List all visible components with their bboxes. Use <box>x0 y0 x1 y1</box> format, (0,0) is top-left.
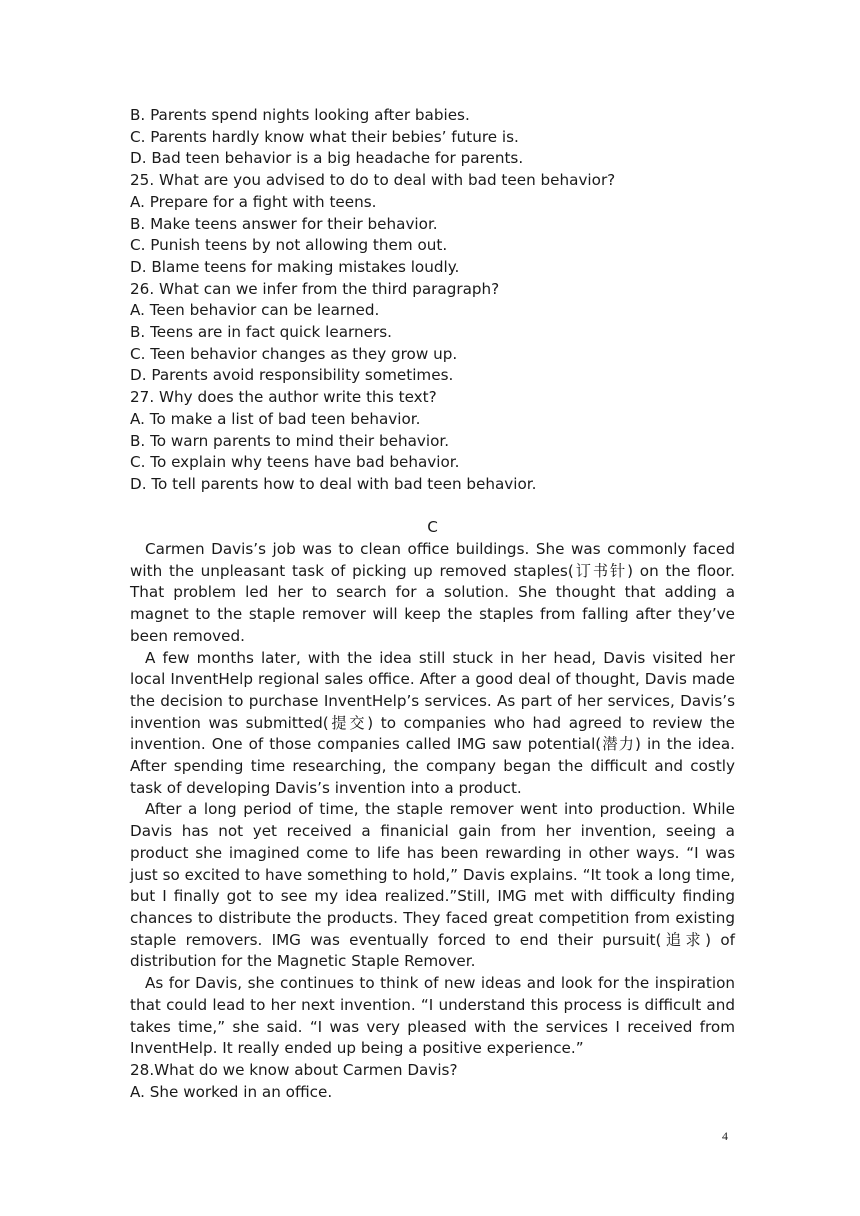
passage-c <box>130 539 735 1060</box>
section-heading: C <box>427 518 438 537</box>
question-26: 26. What can we infer from the third paragraph? <box>130 279 500 298</box>
option-26-c: C. Teen behavior changes as they grow up. <box>130 344 458 363</box>
option-26-b: B. Teens are in fact quick learners. <box>130 323 392 342</box>
passage-paragraph-4: As for Davis, she continues to think of new ideas and look for the inspiration that could lead to her next invention. “I understand this process is difficult and takes time,” she said. “I was very pleased with the services I received from InventHelp. It really ended up being a positive experience.” <box>130 974 735 1058</box>
question-27: 27. Why does the author write this text? <box>130 388 437 407</box>
option-27-d: D. To tell parents how to deal with bad teen behavior. <box>130 474 537 493</box>
option-25-b: B. Make teens answer for their behavior. <box>130 214 438 233</box>
option-26-a: A. Teen behavior can be learned. <box>130 301 380 320</box>
question-block-28 <box>130 1060 735 1103</box>
option-24-c: C. Parents hardly know what their bebies’ future is. <box>130 127 519 146</box>
passage-paragraph-3: After a long period of time, the staple remover went into production. While Davis has not yet received a finanicial gain from her invention, seeing a product she imagined come to life has been rewarding in other ways. “I was just so excited to have something to hold,” Davis explains. “It took a long time, but I finally got to see my idea realized.”Still, IMG met with difficulty finding chances to distribute the products. They faced great competition from existing staple removers. IMG was eventually forced to end their pursuit(追求) of distribution for the Magnetic Staple Remover. <box>130 800 735 971</box>
option-24-d: D. Bad teen behavior is a big headache for parents. <box>130 149 524 168</box>
passage-paragraph-2: A few months later, with the idea still stuck in her head, Davis visited her local InventHelp regional sales office. After a good deal of thought, Davis made the decision to purchase InventHelp’s services. As part of her services, Davis’s invention was submitted(提交) to companies who had agreed to review the invention. One of those companies called IMG saw potential(潜力) in the idea. After spending time researching, the company began the difficult and costly task of developing Davis’s invention into a product. <box>130 648 735 797</box>
option-28-a: A. She worked in an office. <box>130 1082 333 1101</box>
option-27-b: B. To warn parents to mind their behavior. <box>130 431 450 450</box>
option-26-d: D. Parents avoid responsibility sometimes. <box>130 366 454 385</box>
option-27-c: C. To explain why teens have bad behavior. <box>130 453 460 472</box>
question-28: 28.What do we know about Carmen Davis? <box>130 1060 458 1079</box>
page-content <box>130 105 735 1103</box>
page-number: 4 <box>722 1129 728 1143</box>
option-25-c: C. Punish teens by not allowing them out. <box>130 236 448 255</box>
spacer <box>130 496 735 518</box>
option-24-b: B. Parents spend nights looking after babies. <box>130 106 470 124</box>
passage-paragraph-1: Carmen Davis’s job was to clean office buildings. She was commonly faced with the unpleasant task of picking up removed staples(订书针) on the floor. That problem led her to search for a solution. She thought that adding a magnet to the staple remover will keep the staples from falling after they’ve been removed. <box>130 540 735 645</box>
option-25-d: D. Blame teens for making mistakes loudly. <box>130 257 460 276</box>
question-block-24-27 <box>130 105 735 496</box>
option-27-a: A. To make a list of bad teen behavior. <box>130 409 421 428</box>
question-25: 25. What are you advised to do to deal with bad teen behavior? <box>130 171 616 190</box>
option-25-a: A. Prepare for a fight with teens. <box>130 192 377 211</box>
